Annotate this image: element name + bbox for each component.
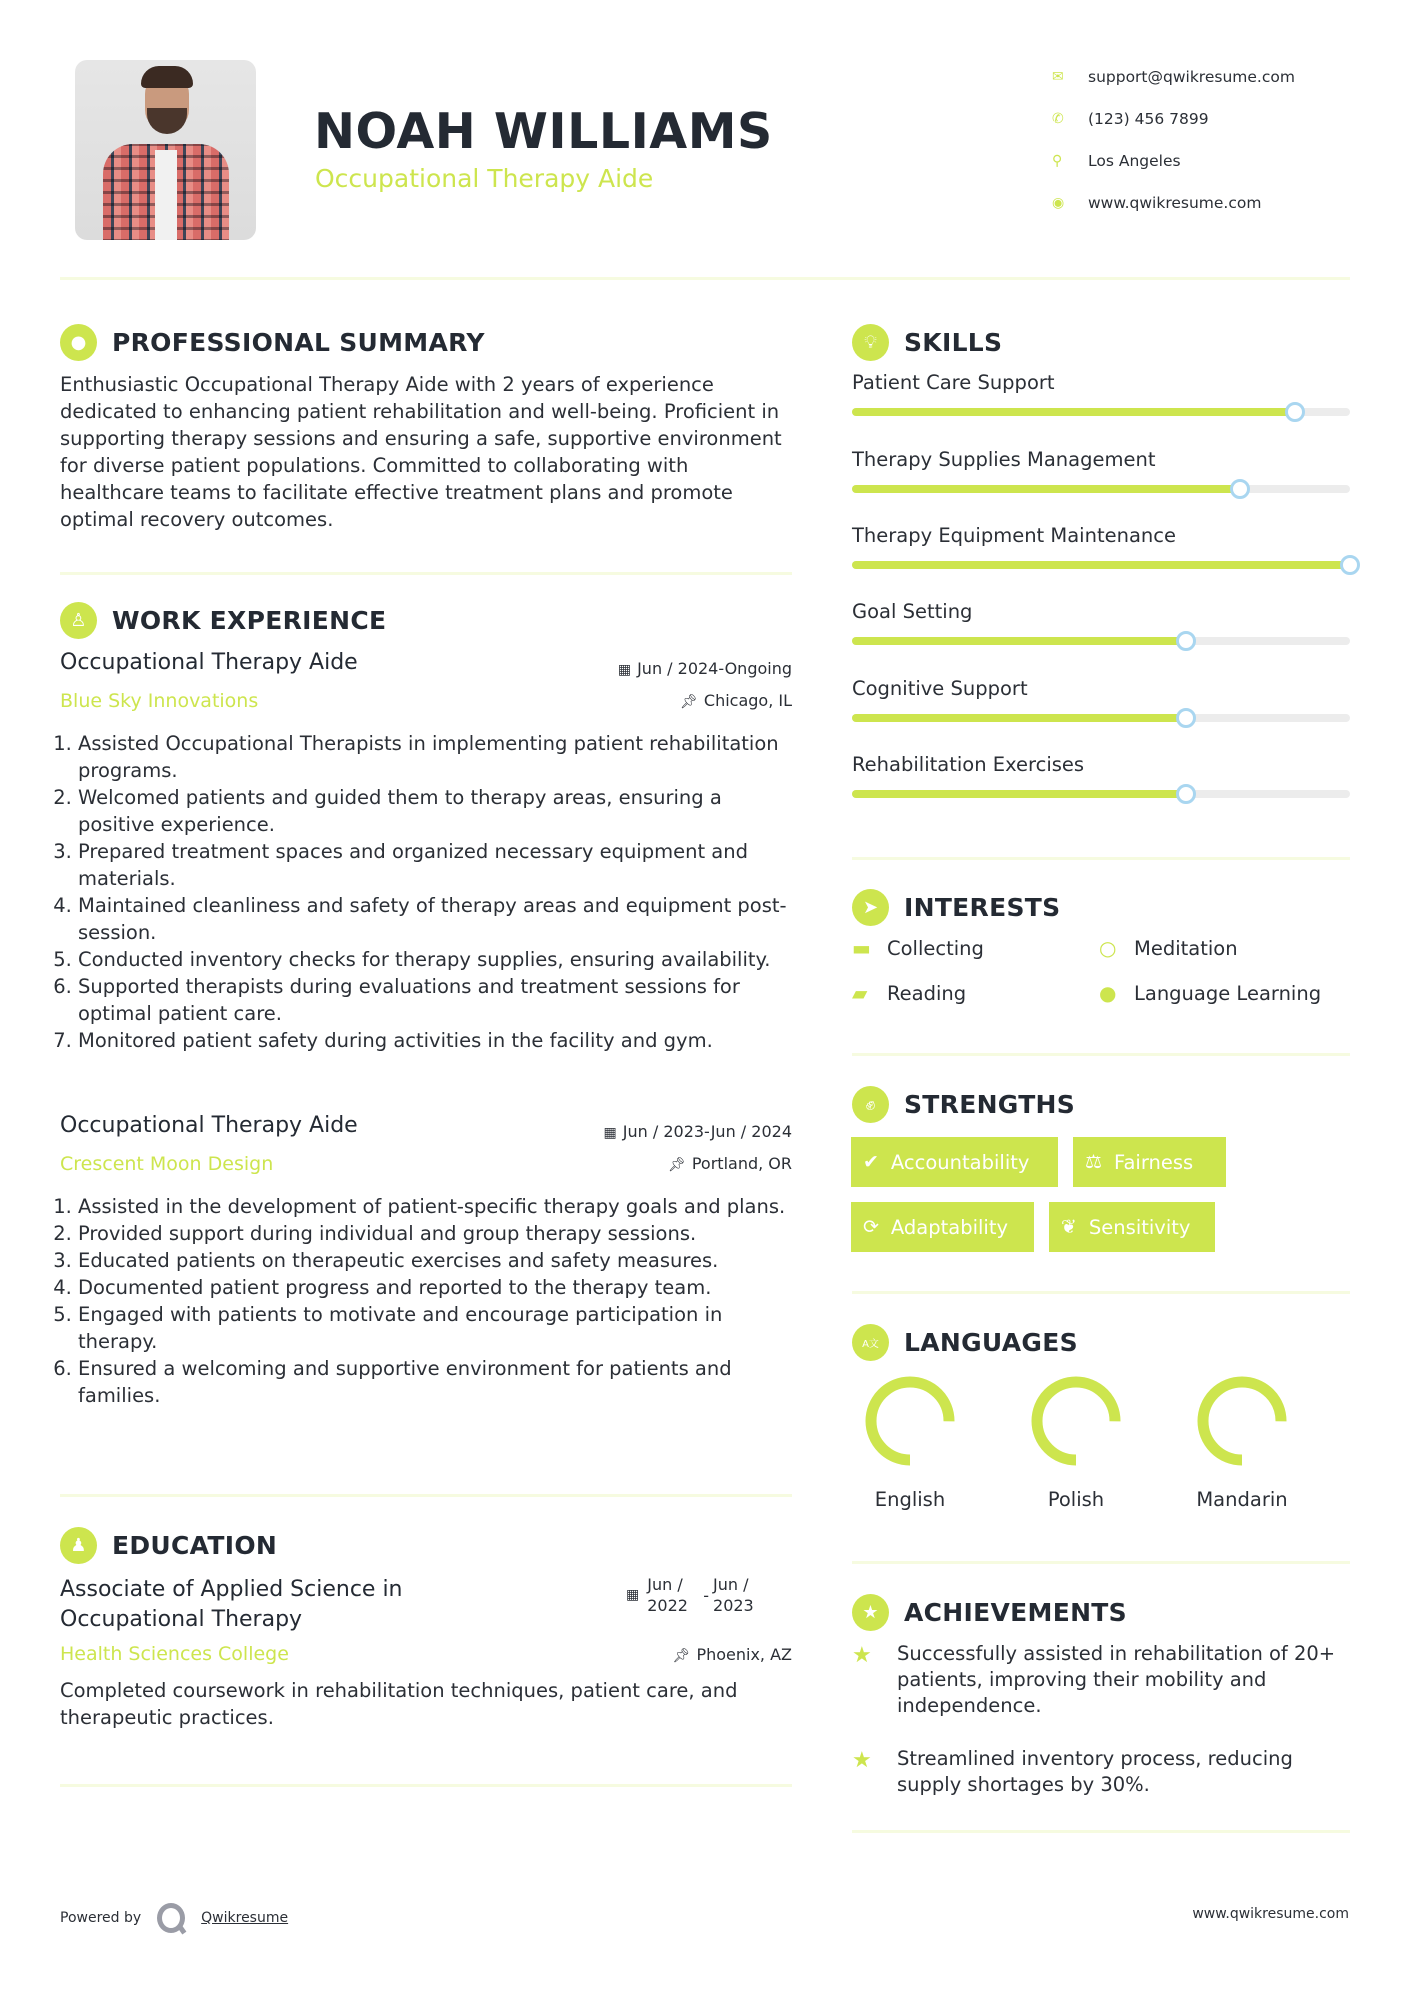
company-name: Blue Sky Innovations [60, 690, 259, 712]
pushpin-icon: 📌︎ [680, 694, 698, 710]
candidate-name: NOAH WILLIAMS [314, 103, 773, 160]
education-heading: ♟ EDUCATION [60, 1527, 277, 1564]
contact-location: ⚲ Los Angeles [1052, 152, 1181, 170]
achievement-item: ★ Successfully assisted in rehabilitation of 20+ patients, improving their mobility and independence. [852, 1642, 1336, 1717]
language-item: Mandarin [1182, 1376, 1302, 1511]
skill-bar [852, 561, 1350, 569]
strengths-divider [852, 1291, 1350, 1294]
education-location: 📌︎ Phoenix, AZ [672, 1645, 792, 1664]
job-bullets [60, 1193, 802, 1409]
skill-bar [852, 637, 1350, 645]
language-item: English [850, 1376, 970, 1511]
bullet: 7. Monitored patient safety during activities in the facility and gym. [78, 1027, 802, 1054]
candidate-title: Occupational Therapy Aide [315, 164, 654, 193]
bullet: 2. Provided support during individual and group therapy sessions. [78, 1220, 802, 1247]
language-item: Polish [1016, 1376, 1136, 1511]
skill-item: Rehabilitation Exercises [852, 753, 1352, 776]
experience-divider [60, 1494, 792, 1497]
profile-photo [75, 60, 256, 240]
job-title: Occupational Therapy Aide [60, 1113, 358, 1138]
strengths-heading: ✊︎ STRENGTHS [852, 1086, 1075, 1123]
skill-item: Therapy Equipment Maintenance [852, 524, 1352, 547]
shooting-star-icon: ★ [852, 1643, 872, 1668]
interest-item: ● Language Learning [1099, 981, 1322, 1005]
job-title: Occupational Therapy Aide [60, 650, 358, 675]
skill-item: Goal Setting [852, 600, 1352, 623]
education-description: Completed coursework in rehabilitation techniques, patient care, and therapeutic practices. [60, 1679, 738, 1729]
pushpin-icon: 📌︎ [668, 1157, 686, 1173]
contact-phone[interactable]: ✆ (123) 456 7899 [1052, 110, 1209, 128]
shooting-star-icon: ★ [852, 1748, 872, 1773]
languages-heading: A文 LANGUAGES [852, 1324, 1078, 1361]
archive-box-icon: ▬ [852, 936, 871, 960]
strength-tag: ⚖ Fairness [1073, 1137, 1226, 1187]
phone-icon: ✆ [1052, 111, 1064, 127]
bullet: 3. Educated patients on therapeutic exercises and safety measures. [78, 1247, 802, 1274]
qwikresume-logo-icon [157, 1903, 185, 1933]
job-location: 📌︎ Portland, OR [668, 1154, 792, 1173]
strength-tag: ⟳ Adaptability [851, 1202, 1034, 1252]
achievements-divider [852, 1830, 1350, 1833]
contact-email[interactable]: ✉ support@qwikresume.com [1052, 68, 1295, 86]
company-name: Crescent Moon Design [60, 1153, 274, 1175]
interest-item: ○ Meditation [1099, 936, 1238, 960]
leaf-icon: ❦ [1061, 1216, 1077, 1238]
skill-bar [852, 714, 1350, 722]
bullet: 6. Supported therapists during evaluations and treatment sessions for optimal patient care. [78, 973, 802, 1027]
skills-divider [852, 857, 1350, 860]
language-ring [1031, 1376, 1121, 1466]
interests-heading: ➤ INTERESTS [852, 889, 1060, 926]
skill-item: Patient Care Support [852, 371, 1352, 394]
interest-item: ▬ Collecting [852, 936, 984, 960]
skill-knob [1176, 631, 1196, 651]
summary-divider [60, 572, 792, 575]
paper-plane-icon: ➤ [852, 889, 889, 926]
bullet: 5. Engaged with patients to motivate and encourage participation in therapy. [78, 1301, 802, 1355]
bullet: 1. Assisted in the development of patient-specific therapy goals and plans. [78, 1193, 802, 1220]
globe-icon: ◉ [1052, 195, 1065, 211]
translate-icon: A文 [852, 1324, 889, 1361]
job-location: 📌︎ Chicago, IL [680, 691, 792, 710]
summary-text: Enthusiastic Occupational Therapy Aide with 2 years of experience dedicated to enhancing patient rehabilitation and well-being. Proficient in supporting therapy sessions and ensuring a safe, supportive environment for diverse patient populations. Committed to collaborating with healthcare teams to facilitate effective treatment plans and promote optimal recovery outcomes. [60, 373, 782, 531]
languages-divider [852, 1561, 1350, 1564]
skill-knob [1176, 708, 1196, 728]
contact-website[interactable]: ◉ www.qwikresume.com [1052, 194, 1262, 212]
strength-tag: ❦ Sensitivity [1049, 1202, 1215, 1252]
calendar-icon: ▦ [617, 662, 632, 678]
education-divider [60, 1784, 792, 1787]
footer-website[interactable]: www.qwikresume.com [1192, 1906, 1349, 1922]
fist-icon: ✊︎ [852, 1086, 889, 1123]
language-ring [1197, 1376, 1287, 1466]
skills-heading: 💡︎ SKILLS [852, 324, 1002, 361]
education-dates: ▦ Jun / 2022 - Jun / 2023 [626, 1575, 754, 1615]
interests-divider [852, 1053, 1350, 1056]
contact-list [1052, 56, 1295, 224]
map-pin-icon: ⚲ [1052, 153, 1063, 169]
calendar-icon: ▦ [603, 1125, 617, 1141]
bullet: 5. Conducted inventory checks for therapy supplies, ensuring availability. [78, 946, 802, 973]
lightbulb-icon: 💡︎ [852, 324, 889, 361]
skill-knob [1176, 784, 1196, 804]
powered-by: Powered by Qwikresume [60, 1903, 288, 1933]
star-icon: ★ [852, 1594, 889, 1631]
book-icon: ▰ [852, 981, 868, 1005]
user-icon: ● [60, 324, 97, 361]
language-ring [865, 1376, 955, 1466]
skill-bar [852, 485, 1350, 493]
summary-heading: ● PROFESSIONAL SUMMARY [60, 324, 485, 361]
skill-knob [1340, 555, 1360, 575]
refresh-icon: ⟳ [863, 1216, 879, 1238]
pushpin-icon: 📌︎ [672, 1648, 691, 1664]
job-dates: ▦ Jun / 2023-Jun / 2024 [603, 1122, 792, 1141]
job-dates: ▦ Jun / 2024-Ongoing [617, 659, 792, 678]
balance-scale-icon: ⚖ [1085, 1151, 1103, 1173]
achievements-heading: ★ ACHIEVEMENTS [852, 1594, 1127, 1631]
strength-tag: ✔ Accountability [851, 1137, 1058, 1187]
achievement-item: ★ Streamlined inventory process, reducing supply shortages by 30%. [852, 1747, 1293, 1796]
envelope-icon: ✉ [1052, 69, 1064, 85]
circle-outline-icon: ○ [1099, 936, 1117, 960]
qwikresume-link[interactable]: Qwikresume [201, 1910, 289, 1926]
job-bullets [60, 730, 802, 1054]
bullet: 6. Ensured a welcoming and supportive environment for patients and families. [78, 1355, 802, 1409]
interest-item: ▰ Reading [852, 981, 967, 1005]
bullet: 4. Maintained cleanliness and safety of therapy areas and equipment post-session. [78, 892, 802, 946]
bullet: 1. Assisted Occupational Therapists in implementing patient rehabilitation programs. [78, 730, 802, 784]
header-divider [60, 277, 1350, 280]
experience-heading: ♙ WORK EXPERIENCE [60, 602, 386, 639]
office-chair-icon: ♙ [60, 602, 97, 639]
check-circle-icon: ✔ [863, 1151, 879, 1173]
globe-icon: ● [1099, 981, 1117, 1005]
school-name: Health Sciences College [60, 1643, 289, 1665]
skill-knob [1230, 479, 1250, 499]
skill-bar [852, 408, 1350, 416]
bullet: 2. Welcomed patients and guided them to therapy areas, ensuring a positive experience. [78, 784, 802, 838]
calendar-icon: ▦ [626, 1587, 640, 1603]
skill-item: Therapy Supplies Management [852, 448, 1352, 471]
bullet: 3. Prepared treatment spaces and organized necessary equipment and materials. [78, 838, 802, 892]
graduate-icon: ♟ [60, 1527, 97, 1564]
skill-item: Cognitive Support [852, 677, 1352, 700]
degree-title: Associate of Applied Science in Occupational Therapy [60, 1577, 403, 1632]
skill-bar [852, 790, 1350, 798]
bullet: 4. Documented patient progress and reported to the therapy team. [78, 1274, 802, 1301]
skill-knob [1285, 402, 1305, 422]
